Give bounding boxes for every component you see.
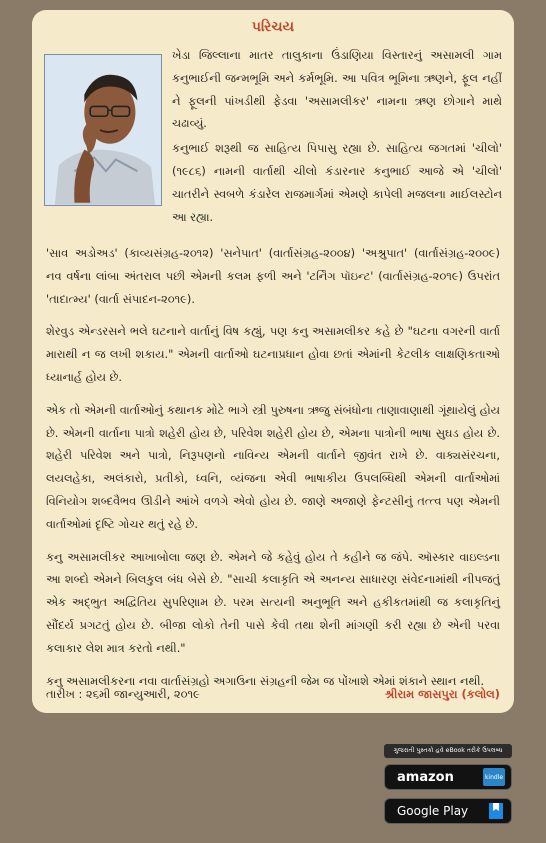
- date-text: તારીખ : ૨૬મી જાન્યુઆરી, ૨૦૧૯: [46, 687, 200, 701]
- intro-paragraph-1: ખેડા જિલ્લાના માતર તાલુકાના ઉંડાણિયા વિસ્તારનું અસામલી ગામ કનુભાઈની જન્મભૂમિ અને કર્મભૂમિ. આ પવિત્ર ભૂમિના ઋણને, ફૂલ નહીં ને ફૂલની પાંખડીથી ફેડવા 'અસામલીકર' નામના ઋણ છોગાને માથે ચઢાવ્યું.: [172, 48, 502, 131]
- card-footer: [46, 687, 500, 702]
- google-play-books-icon: [487, 801, 505, 821]
- kindle-icon: kindle: [483, 768, 505, 786]
- body-paragraph-closing: કનુ અસામલીકરના નવા વાર્તાસંગ્રહો અગાઉના સંગ્રહની જેમ જ પોંખાશે એમાં શંકાને સ્થાન નથી.: [46, 673, 485, 688]
- signature-text: શ્રીરામ જાસપુરા (કલોલ): [384, 687, 500, 701]
- google-play-label: Google Play: [397, 804, 469, 818]
- body-paragraph-style: એક તો એમની વાર્તાઓનું કથાનક મોટે ભાગે સ્ત્રી પુરુષના ઋજુ સંબંધોના તાણાવાણાથી ગૂંથાયેલું હોય છે. એમની વાર્તાના પાત્રો શહેરી હોય છે, પરિવેશ શહેરી હોય છે, એમના પાત્રોની ભાષા સુઘડ હોય છે. શહેરી પરિવેશ અને પાત્રો, નિરૂપણનો નાવિન્ય એમની વાર્તાને જીવંત રાખે છે. વાક્યસંરચના, લયલહેકા, અલંકારો, પ્રતીકો, ધ્વનિ, વ્યંજના એવી ભાષાકીય ઉપલબ્ધિથી એમની વાર્તાઓમાં વિનિયોગ શબ્દવૈભવ ઊડીને આંખે વળગે એવો હોય છે. જાણે અજાણે ફેન્ટસીનું તત્ત્વ પણ એમની વાર્તાઓમાં દૃષ્ટિ ગોચર થતું રહે છે.: [46, 402, 500, 531]
- amazon-label: amazon: [397, 769, 454, 785]
- google-play-badge[interactable]: [384, 798, 512, 824]
- body-paragraph-events: શેરવુડ એન્ડરસને ભલે ઘટનાને વાર્તાનું વિષ કહ્યું, પણ કનુ અસામલીકર કહે છે "ઘટના વગરની વાર્તા મારાથી ન જ લખી શકાય." એમની વાર્તાઓ ઘટનાપ્રધાન હોવા છતાં એમાંની કેટલીક લાક્ષણિકતાઓ ધ્યાનાર્હ હોય છે.: [46, 324, 500, 384]
- author-photo: [44, 54, 162, 206]
- section-title: પરિચય: [251, 19, 295, 35]
- store-badges: [384, 744, 512, 832]
- body-text: [46, 242, 500, 702]
- body-paragraph-quote: કનુ અસામલીકર આખાબોલા જણ છે. એમને જે કહેવું હોય તે કહીને જ જંપે. ઑસ્કાર વાઇલ્ડના આ શબ્દો એમને બિલકુલ બંધ બેસે છે. "સાચી કલાકૃતિ એ અનન્ય સાધારણ સંવેદનામાંથી નીપજતું એક અદ્ભુત અદ્વિતિય સુપરિણામ છે. પરમ સત્યની અનુભૂતિ અને હકીકતમાંથી જ કલાકૃતિનું સૌંદર્ય પ્રગટતું હોય છે. બીજા લોકો તેની પાસે કેવી તથા શેની માંગણી કરી રહ્યા છે એની પરવા કલાકાર લેશ માત્ર કરતો નથી.": [46, 549, 500, 655]
- intro-text: [172, 44, 502, 228]
- intro-paragraph-2: કનુભાઈ શરૂથી જ સાહિત્ય પિપાસુ રહ્યા છે. સાહિત્ય જગતમાં 'ચીલો' (૧૯૮૬) નામની વાર્તાથી ચીલો કંડારનાર કનુભાઈ આજે એ 'ચીલો' ચાતરીને સ્વબળે કંડારેલ રાજમાર્ગમાં એમણે કાપેલી મજલના માઈલસ્ટોન આ રહ્યા.: [172, 141, 502, 224]
- intro-card: [32, 10, 514, 713]
- amazon-kindle-badge[interactable]: [384, 764, 512, 790]
- ebook-availability-note: ગુજરાતી પુસ્તકો હવે eBook તરીકે ઉપલબ્ધ: [384, 744, 512, 758]
- body-paragraph-works: 'સાવ અડોઅડ' (કાવ્યસંગ્રહ-૨૦૧૨) 'સનેપાત' (વાર્તાસંગ્રહ-૨૦૦૪) 'અશ્રુપાત' (વાર્તાસંગ્રહ-૨૦૦૯) નવ વર્ષના લાંબા અંતરાલ પછી એમની કલમ ફળી અને 'ટર્નિંગ પૉઇન્ટ' (વાર્તાસંગ્રહ-૨૦૧૯) ઉપરાંત 'તાદાત્મ્ય' (વાર્તા સંપાદન-૨૦૧૯).: [46, 246, 500, 306]
